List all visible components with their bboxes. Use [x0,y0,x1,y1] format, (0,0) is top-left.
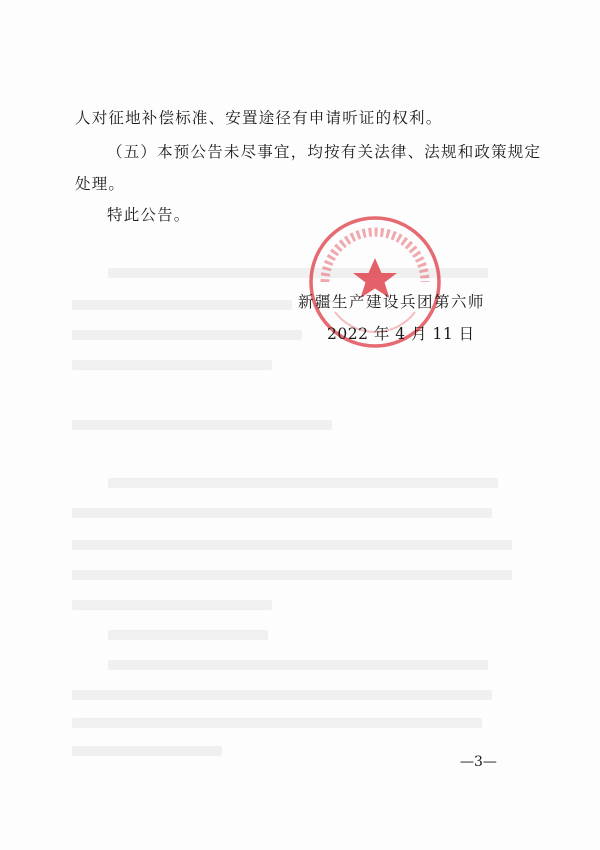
show-through-mark [72,718,482,728]
show-through-mark [72,300,292,310]
show-through-mark [72,570,512,580]
paragraph-end-line: 人对征地补偿标准、安置途径有申请听证的权利。 [75,109,443,127]
show-through-mark [72,690,492,700]
show-through-mark [72,746,222,756]
show-through-mark [108,660,488,670]
show-through-mark [72,330,302,340]
item-five-line: （五）本预公告未尽事宜，均按有关法律、法规和政策规定 [107,143,542,161]
show-through-mark [108,630,268,640]
page-number: —3— [460,754,497,770]
item-five-continuation: 处理。 [75,175,126,193]
closing-statement: 特此公告。 [107,206,191,224]
show-through-mark [72,600,272,610]
show-through-mark [108,478,498,488]
show-through-mark [72,540,512,550]
show-through-mark [72,508,492,518]
signing-authority: 新疆生产建设兵团第六师 [298,293,486,311]
signing-date: 2022 年 4 月 11 日 [327,325,475,343]
show-through-mark [72,420,332,430]
show-through-mark [72,360,272,370]
